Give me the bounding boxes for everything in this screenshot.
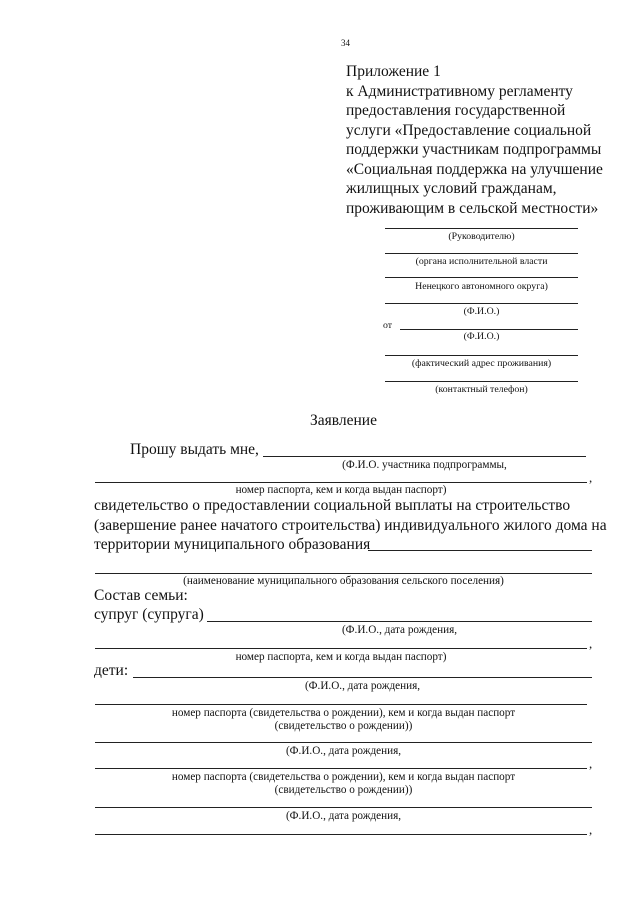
appendix-line: Приложение 1 <box>346 63 441 80</box>
participant-passport-label: номер паспорта, кем и когда выдан паспорт) <box>235 484 447 496</box>
appendix-line: проживающим в сельской местности» <box>346 199 599 217</box>
head-fio-field-line[interactable] <box>385 303 578 304</box>
child-1-doc-label-1: номер паспорта (свидетельства о рождении), кем и когда выдан паспорт <box>171 707 516 719</box>
child-2-doc-label-2: (свидетельство о рождении)) <box>274 784 413 796</box>
child-1-fio-label: (Ф.И.О., дата рождения, <box>304 680 421 692</box>
phone-field-line[interactable] <box>385 381 578 382</box>
authority-field-line[interactable] <box>385 253 578 254</box>
child-1-doc-field-line[interactable] <box>95 704 587 705</box>
form-title: Заявление <box>310 412 377 429</box>
participant-fio-field-line[interactable] <box>263 456 586 457</box>
authority-label: (органа исполнительной власти <box>415 256 548 267</box>
appendix-line: жилищных условий гражданам, <box>346 180 557 197</box>
municipality-field-line-1[interactable] <box>368 550 592 551</box>
address-field-line[interactable] <box>385 355 578 356</box>
applicant-fio-field-line[interactable] <box>400 329 578 330</box>
municipality-label: (наименование муниципального образования сельского поселения) <box>183 575 504 587</box>
phone-label: (контактный телефон) <box>435 384 528 395</box>
child-1-fio-field-line[interactable] <box>133 677 592 678</box>
comma: , <box>589 822 593 837</box>
from-label: от <box>383 320 393 331</box>
child-3-fio-field-line[interactable] <box>95 807 592 808</box>
address-label: (фактический адрес проживания) <box>411 358 552 369</box>
child-1-doc-label-2: (свидетельство о рождении)) <box>274 720 413 732</box>
appendix-line: услуги «Предоставление социальной <box>346 121 592 139</box>
appendix-line: «Социальная поддержка на улучшение <box>346 160 603 178</box>
comma: , <box>589 470 593 485</box>
child-3-fio-label: (Ф.И.О., дата рождения, <box>285 810 402 822</box>
body-line: (завершение ранее начатого строительства) индивидуального жилого дома на <box>94 517 607 534</box>
head-field-line[interactable] <box>385 228 578 229</box>
district-label: Ненецкого автономного округа) <box>415 281 548 292</box>
family-heading: Состав семьи: <box>94 587 188 604</box>
comma: , <box>589 756 593 771</box>
head-fio-label: (Ф.И.О.) <box>463 306 500 317</box>
child-3-doc-field-line[interactable] <box>95 834 587 835</box>
participant-passport-field-line[interactable] <box>95 482 587 483</box>
child-2-doc-field-line[interactable] <box>95 768 587 769</box>
body-line: свидетельство о предоставлении социальной выплаты на строительство <box>94 497 571 514</box>
spouse-passport-field-line[interactable] <box>95 648 587 649</box>
spouse-fio-field-line[interactable] <box>207 621 592 622</box>
territory-text: территории муниципального образования <box>94 536 371 553</box>
municipality-field-line-2[interactable] <box>95 573 592 574</box>
participant-fio-label: (Ф.И.О. участника подпрограммы, <box>342 459 507 471</box>
comma: , <box>589 636 593 651</box>
request-text: Прошу выдать мне, <box>130 441 259 458</box>
appendix-line: к Административному регламенту <box>346 82 573 100</box>
child-2-doc-label-1: номер паспорта (свидетельства о рождении), кем и когда выдан паспорт <box>171 771 516 783</box>
appendix-line: предоставления государственной <box>346 102 566 119</box>
applicant-fio-label: (Ф.И.О.) <box>463 331 500 342</box>
appendix-block <box>346 62 636 218</box>
spouse-fio-label: (Ф.И.О., дата рождения, <box>341 624 458 636</box>
children-text: дети: <box>94 662 129 679</box>
spouse-text: супруг (супруга) <box>94 606 204 623</box>
child-2-fio-field-line[interactable] <box>95 742 592 743</box>
child-2-fio-label: (Ф.И.О., дата рождения, <box>285 745 402 757</box>
appendix-line: поддержки участникам подпрограммы <box>346 141 602 158</box>
head-label: (Руководителю) <box>448 231 515 242</box>
district-field-line[interactable] <box>385 277 578 278</box>
spouse-passport-label: номер паспорта, кем и когда выдан паспорт) <box>235 651 447 663</box>
page-number: 34 <box>341 38 350 48</box>
